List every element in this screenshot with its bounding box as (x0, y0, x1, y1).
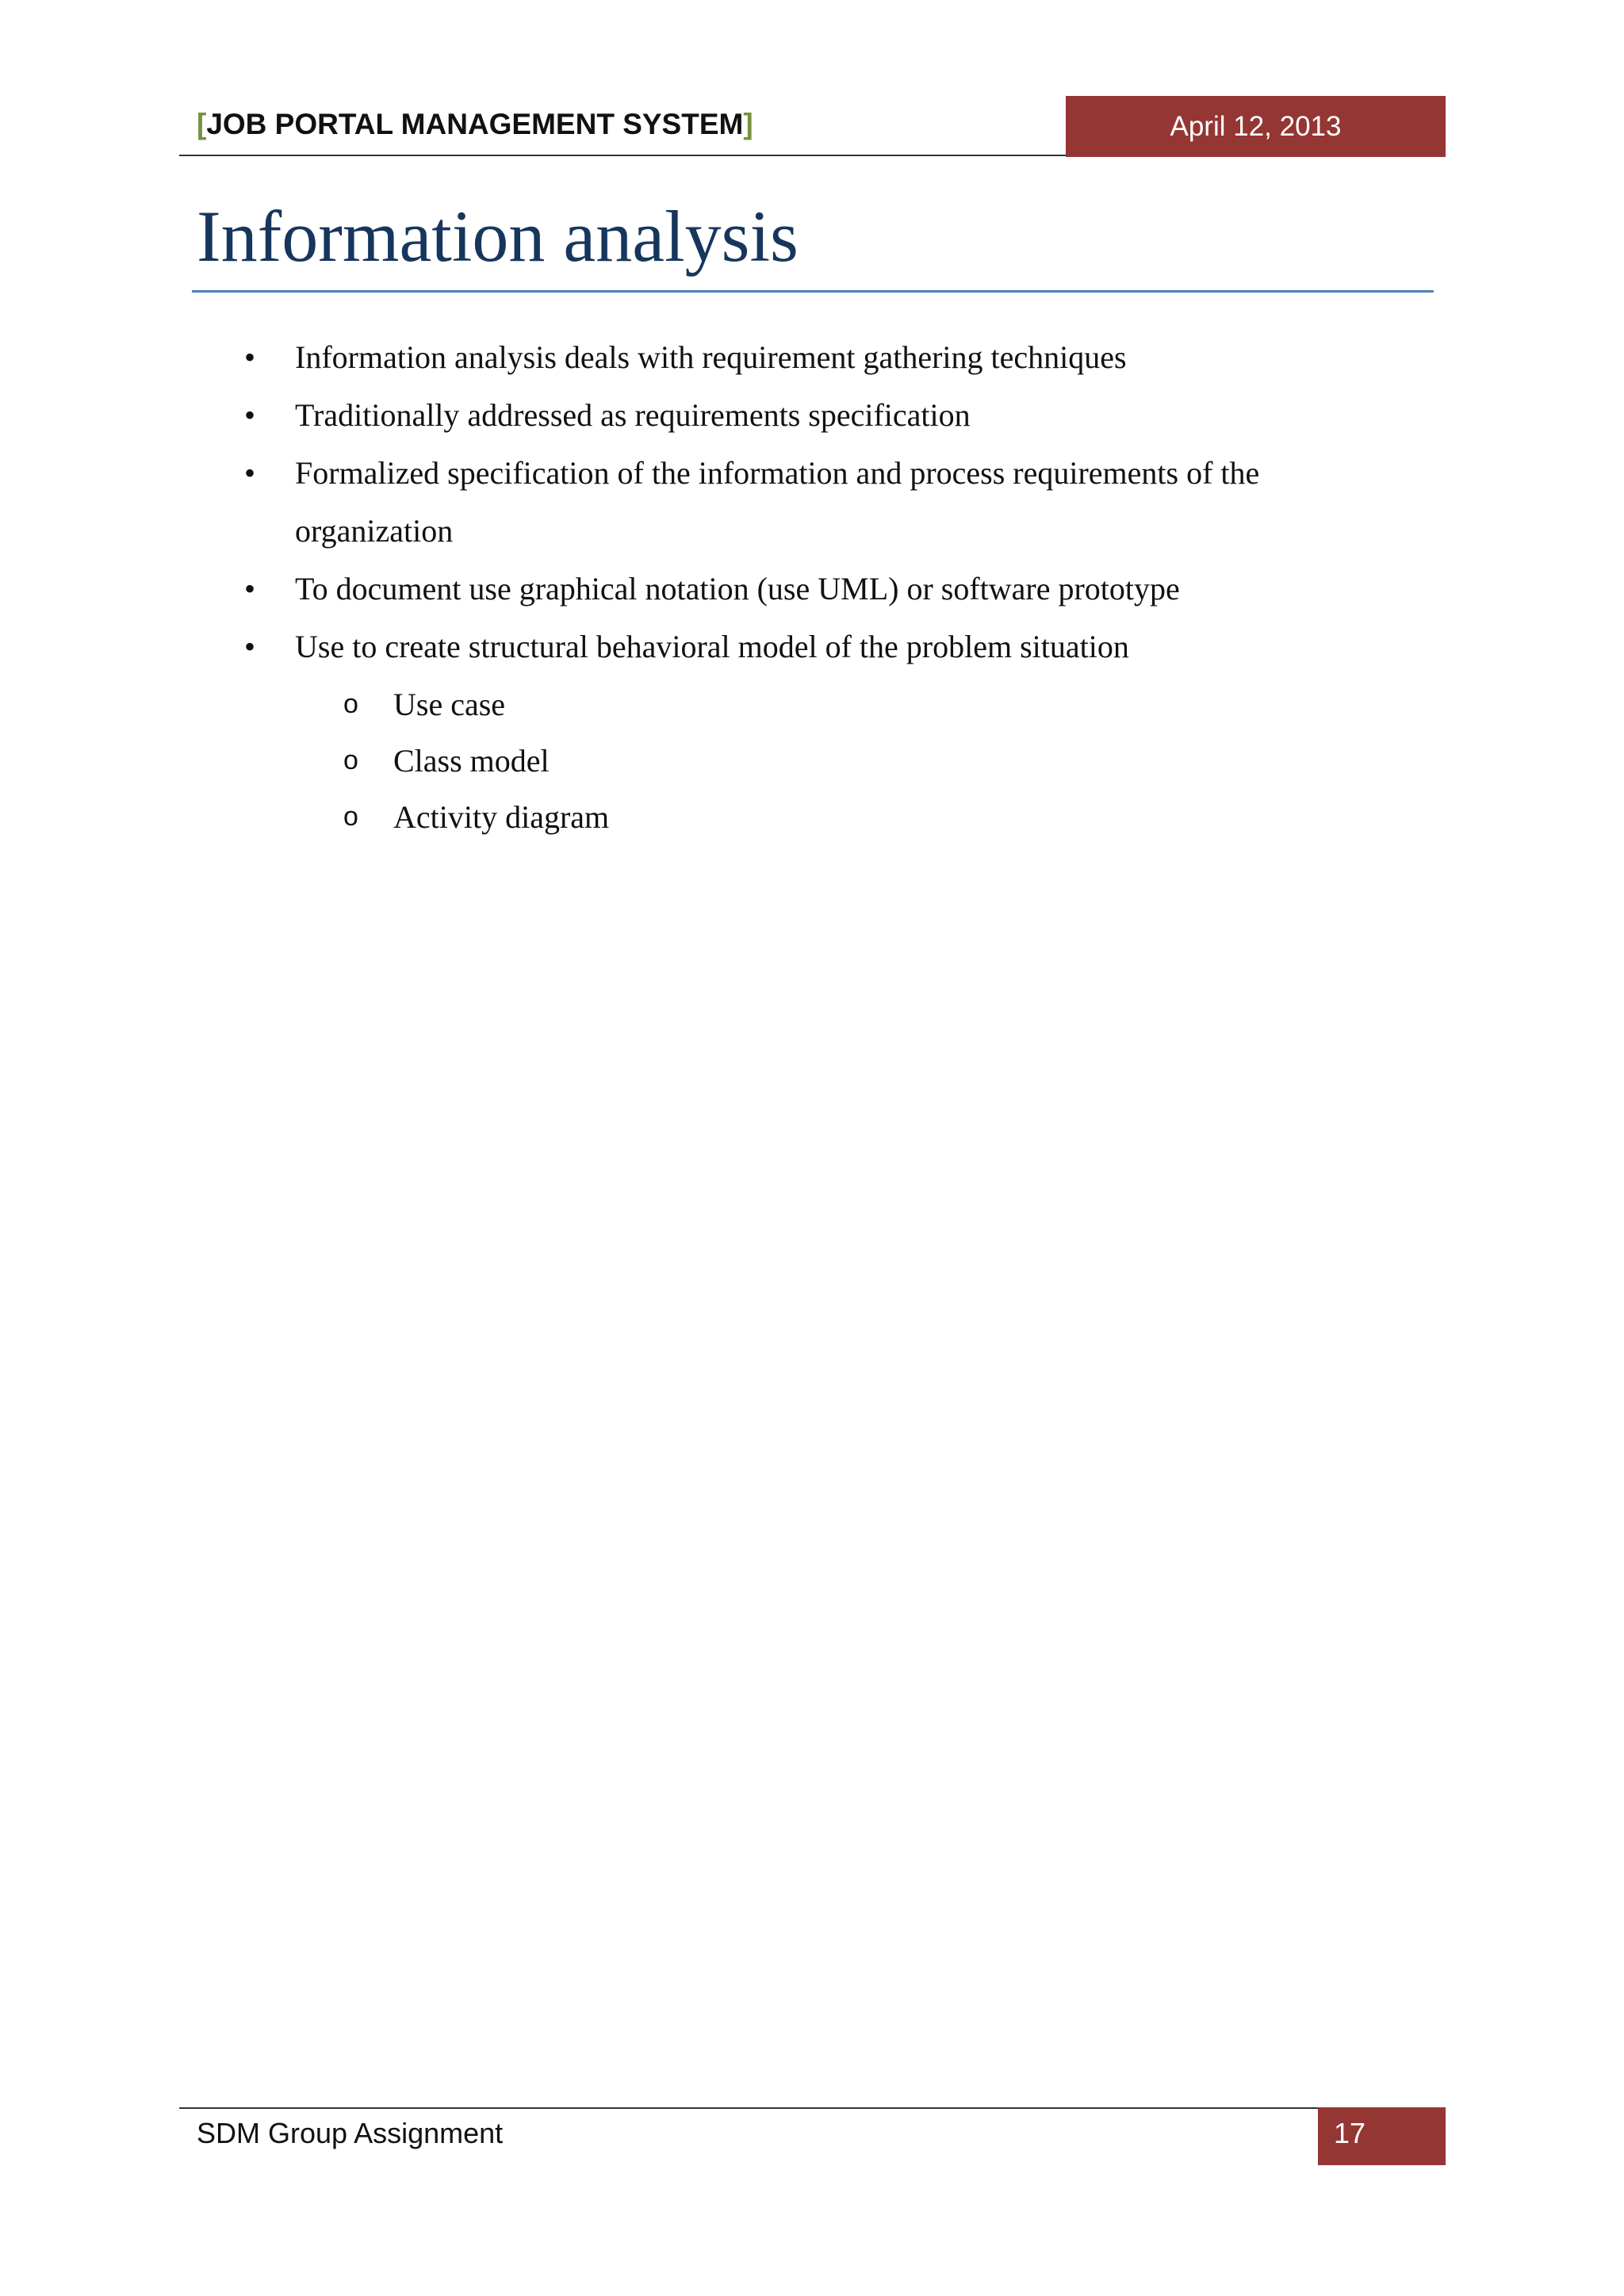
header-divider (179, 155, 1066, 156)
page-number: 17 (1334, 2117, 1366, 2149)
page-number-box (1318, 2107, 1446, 2165)
header-bracket-close: ] (743, 108, 753, 140)
list-item: Traditionally addressed as requirements specification (295, 397, 971, 433)
list-item: Information analysis deals with requirement gathering techniques (295, 339, 1127, 375)
bullet-icon: • (244, 629, 256, 664)
sub-bullet-icon: o (343, 689, 358, 719)
sub-list-item: Activity diagram (393, 799, 610, 835)
list-item: To document use graphical notation (use UML) or software prototype (295, 571, 1180, 607)
sub-bullet-icon: o (343, 745, 358, 775)
sub-list-item: Class model (393, 743, 550, 779)
header-date: April 12, 2013 (1170, 110, 1342, 142)
bullet-icon: • (244, 339, 256, 375)
bullet-icon: • (244, 455, 256, 491)
header-bracket-open: [ (197, 108, 207, 140)
sub-list-item: Use case (393, 687, 506, 722)
section-heading: Information analysis (197, 196, 799, 277)
list-item-continuation: organization (295, 513, 454, 549)
bullet-icon: • (244, 571, 256, 607)
list-item: Use to create structural behavioral model of the problem situation (295, 629, 1129, 664)
heading-underline (192, 290, 1434, 293)
footer-text: SDM Group Assignment (197, 2117, 504, 2149)
header-date-box (1066, 96, 1446, 157)
header-title-text: JOB PORTAL MANAGEMENT SYSTEM (206, 108, 744, 140)
list-item: Formalized specification of the information and process requirements of the (295, 455, 1260, 491)
bullet-icon: • (244, 397, 256, 433)
header-title (197, 108, 753, 141)
sub-bullet-icon: o (343, 802, 358, 832)
footer-divider (179, 2107, 1318, 2109)
